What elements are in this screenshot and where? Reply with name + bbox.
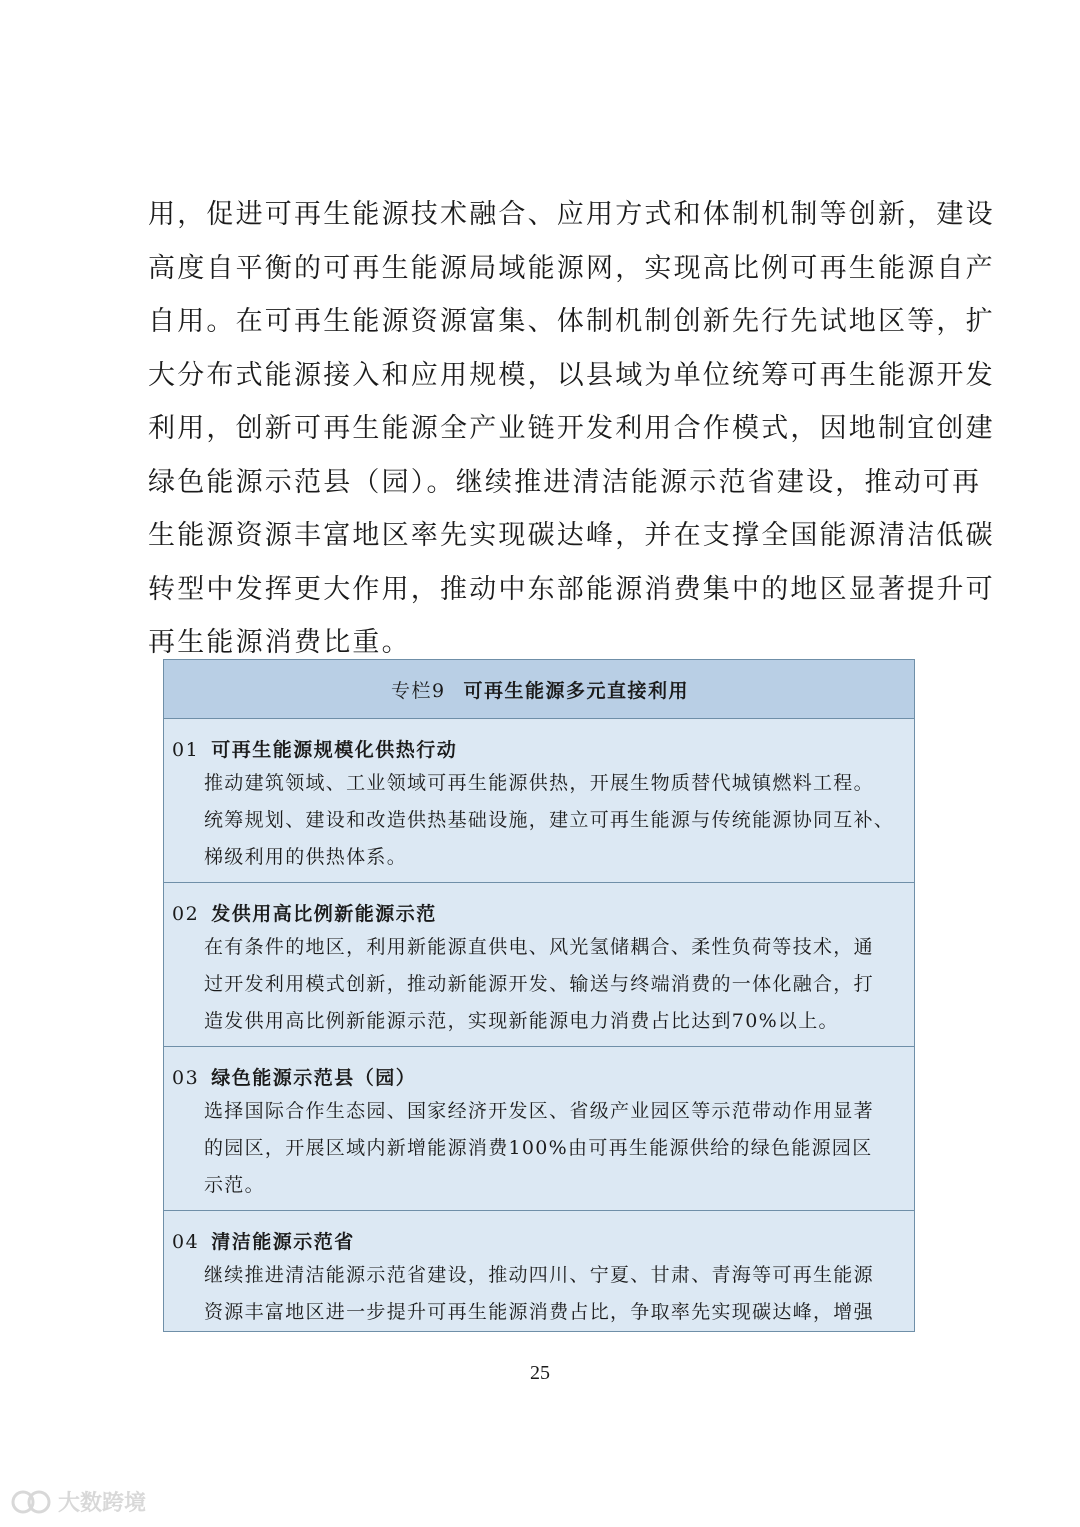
- section-title: [164, 899, 914, 929]
- section-body: [164, 929, 914, 1040]
- section-body: [164, 1093, 914, 1204]
- body-line: 生能源资源丰富地区率先实现碳达峰，并在支撑全国能源清洁低碳: [148, 520, 995, 551]
- box-title: 可再生能源多元直接利用: [463, 679, 690, 702]
- page-number: 25: [530, 1362, 550, 1384]
- box-label: 专栏9: [390, 679, 446, 702]
- box-section-03: [164, 1047, 914, 1211]
- section-title: [164, 1063, 914, 1093]
- box-section-02: [164, 883, 914, 1047]
- section-title-text: 清洁能源示范省: [211, 1231, 355, 1253]
- section-body: [164, 1257, 914, 1331]
- special-column-box: [163, 659, 915, 1332]
- box-section-01: [164, 719, 914, 883]
- section-number: 01: [172, 739, 200, 761]
- section-title-text: 可再生能源规模化供热行动: [211, 739, 458, 761]
- section-line: 过开发利用模式创新，推动新能源开发、输送与终端消费的一体化融合，打: [204, 973, 874, 995]
- section-title-text: 绿色能源示范县（园）: [211, 1067, 417, 1089]
- body-line: 利用，创新可再生能源全产业链开发利用合作模式，因地制宜创建: [148, 413, 995, 444]
- body-line: 绿色能源示范县（园）。继续推进清洁能源示范省建设，推动可再: [148, 466, 982, 498]
- body-line: 转型中发挥更大作用，推动中东部能源消费集中的地区显著提升可: [148, 573, 995, 605]
- body-line: 用，促进可再生能源技术融合、应用方式和体制机制等创新，建设: [148, 199, 995, 230]
- watermark-logo-icon: [10, 1489, 54, 1515]
- watermark-text: 大数跨境: [58, 1491, 147, 1516]
- box-header: [164, 660, 914, 719]
- section-line: 选择国际合作生态园、国家经济开发区、省级产业园区等示范带动作用显著: [204, 1100, 874, 1122]
- section-number: 04: [172, 1231, 200, 1253]
- section-number: 03: [172, 1067, 200, 1089]
- section-title: [164, 1227, 914, 1257]
- section-body: [164, 765, 914, 876]
- section-line: 资源丰富地区进一步提升可再生能源消费占比，争取率先实现碳达峰，增强: [204, 1301, 874, 1323]
- section-line: 梯级利用的供热体系。: [204, 846, 408, 868]
- section-line: 的园区，开展区域内新增能源消费100%由可再生能源供给的绿色能源园区: [204, 1137, 873, 1159]
- section-title-text: 发供用高比例新能源示范: [211, 903, 437, 925]
- body-paragraph: [148, 188, 995, 670]
- watermark: [10, 1486, 146, 1517]
- section-line: 造发供用高比例新能源示范，实现新能源电力消费占比达到70%以上。: [204, 1010, 839, 1032]
- body-line: 自用。在可再生能源资源富集、体制机制创新先行先试地区等，扩: [148, 306, 995, 337]
- section-line: 在有条件的地区，利用新能源直供电、风光氢储耦合、柔性负荷等技术，通: [204, 936, 874, 958]
- section-number: 02: [172, 903, 200, 925]
- body-line: 高度自平衡的可再生能源局域能源网，实现高比例可再生能源自产: [148, 252, 995, 284]
- section-line: 示范。: [204, 1174, 265, 1196]
- section-line: 统筹规划、建设和改造供热基础设施，建立可再生能源与传统能源协同互补、: [204, 809, 895, 831]
- body-line: 大分布式能源接入和应用规模，以县域为单位统筹可再生能源开发: [148, 359, 995, 391]
- box-section-04: [164, 1211, 914, 1331]
- body-line: 再生能源消费比重。: [148, 627, 411, 658]
- section-line: 继续推进清洁能源示范省建设，推动四川、宁夏、甘肃、青海等可再生能源: [204, 1264, 874, 1286]
- section-title: [164, 735, 914, 765]
- section-line: 推动建筑领域、工业领域可再生能源供热，开展生物质替代城镇燃料工程。: [204, 772, 874, 794]
